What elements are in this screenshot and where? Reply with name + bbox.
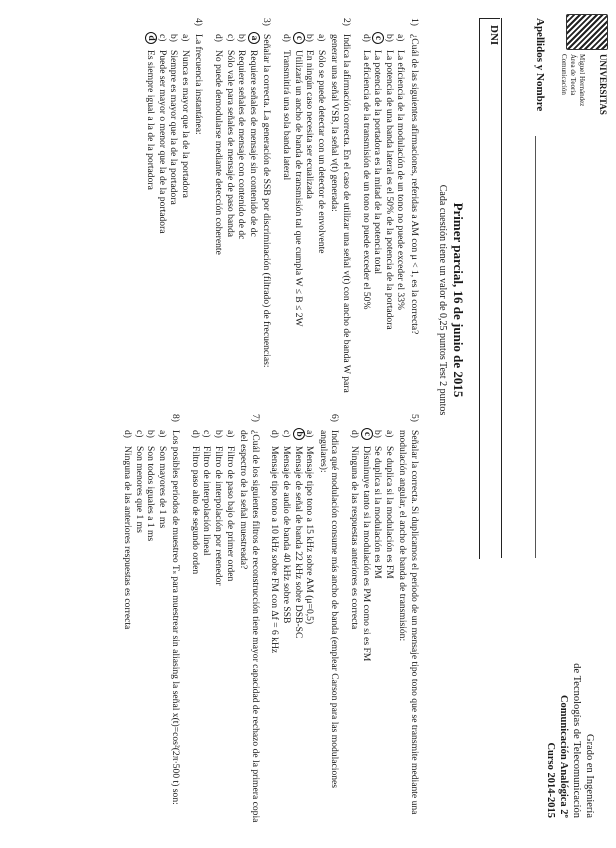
answer-text: En ningún caso necesita ser ecualizada [304,50,316,199]
course-name: Comunicación Analógica 2º [558,694,569,818]
answer-text: Filtro paso alto de segundo orden [189,446,201,575]
answer-text: Ninguna de las anteriores respuestas es correcta [121,446,133,630]
answer-text: Siempre es mayor que la de la portadora [168,50,180,205]
answer-option[interactable] [383,430,395,830]
answer-text: Mensaje de audio de banda 40 kHz sobre SSB [281,446,293,624]
question-6 [269,414,341,830]
answer-text: Sólo vale para señales de mensaje de paso banda [224,50,236,238]
question-stem: Señalar la correcta. Si duplicamos el periodo de un mensaje tipo tono que se transmite mediante una modulación angular, el ancho de banda de transmisión: [397,430,420,815]
course-year: Curso 2014-2015 [545,742,556,818]
question-number: 1) [409,18,420,26]
answer-option[interactable] [292,34,304,394]
student-name-label: Apellidos y Nombre [534,18,546,112]
answer-option[interactable] [360,34,372,394]
answer-option[interactable] [269,430,281,830]
question-number: 2) [341,18,353,26]
university-subname [559,54,586,106]
answer-letter: d) [121,430,133,438]
answer-text: Es siempre igual a la de la portadora [145,50,157,190]
answer-letter: c) [281,430,293,438]
university-name: UNIVERSITAS [598,54,608,115]
answer-option[interactable] [383,34,395,394]
answer-text: Se duplica si la modulación es FM [383,446,395,579]
question-5 [348,414,420,830]
answer-text: Transmitirá una sola banda lateral [281,50,293,181]
answer-text: Ninguna de las respuestas anteriores es correcta [349,446,361,630]
answer-letter-circled: c [372,32,384,44]
questions-column-right [113,414,420,830]
course-header [544,663,596,818]
answer-text: La eficiencia de la transmisión de un tono no puede exceder el 50% [360,50,372,310]
answer-letter: d) [360,34,372,42]
answer-text: La potencia de la portadora es la mitad de la potencia total [372,50,384,275]
answer-option[interactable] [372,430,384,830]
answer-letter-circled: d [145,32,157,44]
question-number: 6) [329,414,341,422]
answer-option[interactable] [360,430,372,830]
exam-title: Primer parcial, 16 de junio de 2015 [451,202,466,398]
answer-option[interactable] [236,34,248,394]
question-number: 7) [249,414,261,422]
answer-text: Sólo se puede detectar con un detector de envolvente [315,50,327,254]
answer-text: Mensaje tipo tono a 10 kHz sobre FM con Δf = 6 kHz [269,446,281,654]
answer-option[interactable] [145,34,157,394]
answer-letter: d) [189,430,201,438]
answer-letter: a) [315,34,327,42]
answer-text: Requiere señales de mensaje sin contenido de dc [247,50,259,237]
answer-letter: d) [349,430,361,438]
degree-line-2: de Tecnologías de Telecomunicación [571,663,582,818]
answer-text: Utilizará un ancho de banda de transmisión tal que cumpla W ≤ B ≤ 2W [292,50,304,327]
question-number: 8) [170,414,182,422]
question-4 [145,18,205,394]
department-line-2: Comunicación [560,54,568,95]
exam-subtitle: Cada cuestión tiene un valor de 0,25 puntos Test 2 puntos [437,184,448,416]
questions-column-left [137,18,420,394]
answer-letter: c) [201,430,213,438]
answer-option[interactable] [372,34,384,394]
answer-letter: b) [236,34,248,42]
answer-text: La potencia de una banda lateral es el 50% de la potencia de la portadora [383,50,395,330]
answer-text: Requiere señales de mensaje con contenido de dc [236,50,248,240]
answer-letter-circled: c [293,32,305,44]
answer-text: Mensaje tipo tono a 15 kHz sobre AM (μ=0,5) [304,446,316,625]
question-stem: La frecuencia instantánea: [193,34,205,135]
answer-letter: d) [269,430,281,438]
question-stem: ¿Cuál de los siguientes filtros de reconstrucción tiene mayor capacidad de rechazo de la primera copia del espectro de la señal muestreada? [238,430,261,823]
university-crest-icon [566,14,608,50]
answer-letter: a) [383,430,395,438]
question-stem: Indica la afirmación correcta. En el caso de utilizar una señal v(t) con ancho de banda W para generar una señal VSB, la señal v(t) generada: [329,34,353,393]
answer-option[interactable] [395,34,407,394]
answer-option[interactable] [201,430,213,830]
answer-letter: b) [383,34,395,42]
answer-option[interactable] [156,34,168,394]
answer-text: Filtro de interpolación por retenedor [213,446,225,586]
answer-text: Son todos iguales a 1 ms [145,446,157,542]
answer-text: La eficiencia de la modulación de un tono no puede exceder el 33% [395,50,407,310]
student-name-field[interactable] [501,18,546,558]
answer-option[interactable] [247,34,259,394]
question-stem: ¿Cuál de las siguientes afirmaciones, referidas a AM con μ < 1, es la correcta? [409,34,420,335]
question-7 [189,414,261,830]
answer-option[interactable] [280,34,292,394]
question-stem: Indica qué modulación consume más ancho de banda (emplear Carson para las modulaciones angulares): [317,430,341,789]
answer-letter: c) [156,34,168,42]
answer-letter: a) [179,34,191,42]
student-dni-label: DNI [488,25,500,46]
answer-text: Mensaje de señal de banda 22 kHz sobre DSB-SC [292,446,304,639]
answer-letter: b) [372,430,384,438]
answer-option[interactable] [348,430,360,830]
answer-letter: d) [281,34,293,42]
answer-option[interactable] [304,430,316,830]
answer-letter: d) [213,34,225,42]
answer-text: Disminuye tanto si la modulación es PM como si es FM [360,446,372,662]
question-8 [121,414,182,830]
answer-text: Son mayores de 1 ms [156,446,168,529]
answer-letter: b) [213,430,225,438]
answer-letter-circled: b [293,428,305,440]
question-number: 3) [261,18,273,26]
answer-text: Filtro de interpolación lineal [201,446,213,556]
answer-text: No puede demodularse mediante detección coherente [213,50,225,255]
university-logo [550,14,610,144]
answer-letter: a) [304,430,316,438]
answer-option[interactable] [213,430,225,830]
answer-letter: b) [304,34,316,42]
question-2 [280,18,353,394]
answer-option[interactable] [224,34,236,394]
answer-letter: c) [224,34,236,42]
answer-letter-circled: a [248,32,260,44]
student-dni-field[interactable] [479,18,500,559]
answer-option[interactable] [304,34,316,394]
answer-option[interactable] [145,430,157,830]
department-line-1: Área de Teoría [569,54,577,96]
question-stem: Los posibles periodos de muestreo Tₛ para muestrear sin aliasing la señal x(t)=cos²(2π·500 t) son: [170,430,182,805]
answer-text: Se duplica si la modulación es PM [372,446,384,579]
answer-option[interactable] [224,430,236,830]
answer-letter: c) [133,430,145,438]
question-stem: Señalar la correcta. La generación de SSB por discriminación (filtrado) de frecuencias: [261,34,273,368]
answer-text: Puede ser mayor o menor que la de la portadora [156,50,168,234]
answer-letter: a) [395,34,407,42]
question-number: 5) [409,414,420,422]
answer-letter: a) [224,430,236,438]
answer-option[interactable] [179,34,191,394]
university-sub-line: Miguel Hernández [578,54,586,107]
student-name-line [535,136,536,558]
answer-letter: b) [168,34,180,42]
question-1 [360,18,420,394]
answer-letter-circled: c [361,428,373,440]
answer-letter: b) [145,430,157,438]
answer-text: Nunca es mayor que la de la portadora [179,50,191,198]
answer-option[interactable] [315,34,327,394]
question-number: 4) [193,18,205,26]
answer-option[interactable] [121,430,133,830]
answer-option[interactable] [133,430,145,830]
answer-option[interactable] [213,34,225,394]
answer-text: Son menores que 1 ms [133,446,145,533]
answer-option[interactable] [280,430,292,830]
question-3 [213,18,273,394]
answer-letter: a) [156,430,168,438]
degree-line-1: Grado en Ingeniería [584,734,595,818]
answer-option[interactable] [189,430,201,830]
answer-option[interactable] [168,34,180,394]
answer-text: Filtro de paso bajo de primer orden [224,446,236,582]
answer-option[interactable] [156,430,168,830]
answer-option[interactable] [292,430,304,830]
